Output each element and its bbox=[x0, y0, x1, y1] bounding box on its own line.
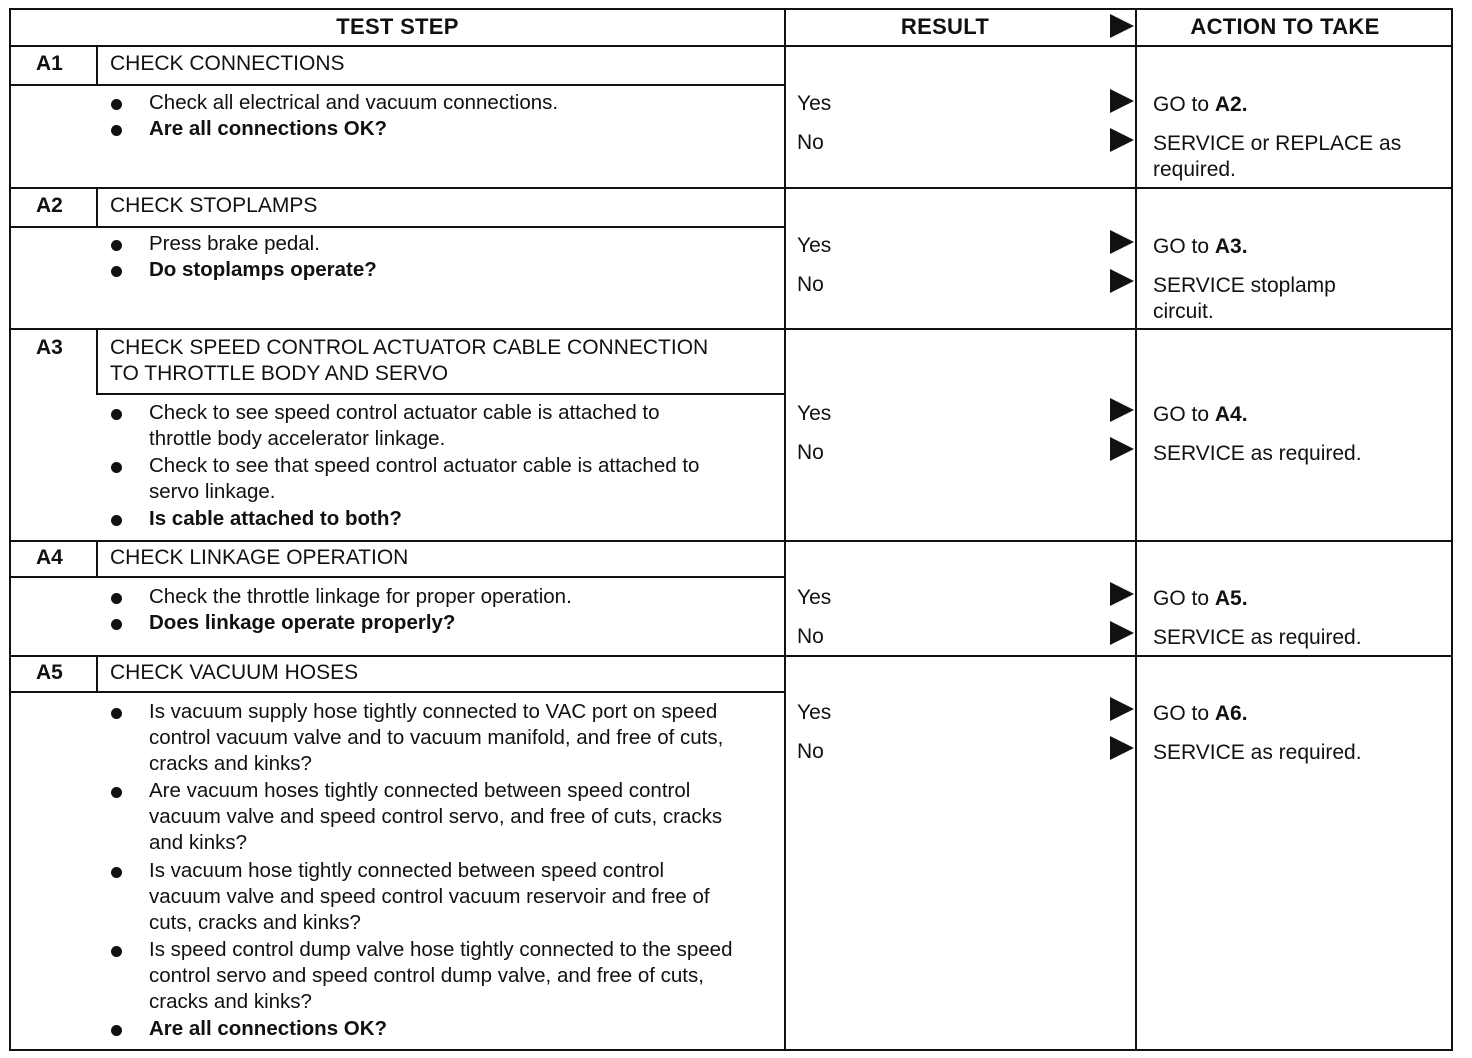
step-separator bbox=[9, 655, 1453, 657]
bullet-icon bbox=[111, 99, 122, 110]
action-no: SERVICE or REPLACE as required. bbox=[1153, 132, 1402, 181]
header-result: RESULT bbox=[900, 14, 990, 39]
step-id: A3 bbox=[36, 336, 63, 359]
column-divider bbox=[1135, 8, 1137, 1051]
action-yes bbox=[1153, 402, 1445, 428]
action-yes bbox=[1153, 701, 1445, 727]
step-title: CHECK LINKAGE OPERATION bbox=[110, 546, 409, 569]
bullet-icon bbox=[111, 462, 122, 473]
bullet-icon bbox=[111, 593, 122, 604]
step-id: A4 bbox=[36, 546, 63, 569]
header-action: ACTION TO TAKE bbox=[1190, 14, 1380, 39]
step-separator bbox=[9, 540, 1453, 542]
result-yes: Yes bbox=[797, 234, 832, 257]
header-rule bbox=[9, 45, 1453, 47]
bullet-text: Are all connections OK? bbox=[149, 117, 388, 140]
action-target: A2. bbox=[1214, 93, 1248, 116]
step-id: A5 bbox=[36, 661, 63, 684]
bullet-text: Check to see that speed control actuator cable is attached to servo linkage. bbox=[149, 454, 700, 503]
result-no: No bbox=[797, 273, 824, 296]
id-divider bbox=[96, 655, 98, 693]
arrow-icon bbox=[1110, 582, 1134, 606]
bullet-icon bbox=[111, 867, 122, 878]
action-yes bbox=[1153, 234, 1445, 260]
action-no: SERVICE stoplamp circuit. bbox=[1153, 274, 1336, 323]
id-divider bbox=[96, 187, 98, 227]
bullet-icon bbox=[111, 240, 122, 251]
bullet-icon bbox=[111, 619, 122, 630]
step-id: A1 bbox=[36, 52, 63, 75]
result-no: No bbox=[797, 131, 824, 154]
action-prefix: GO to bbox=[1153, 93, 1215, 116]
action-yes bbox=[1153, 92, 1445, 118]
action-prefix: GO to bbox=[1153, 587, 1215, 610]
title-rule bbox=[9, 576, 785, 578]
step-title: CHECK STOPLAMPS bbox=[110, 194, 318, 217]
bullet-text: Check all electrical and vacuum connections. bbox=[149, 91, 559, 114]
arrow-icon bbox=[1110, 398, 1134, 422]
title-rule bbox=[9, 226, 785, 228]
column-divider bbox=[784, 8, 786, 1051]
bullet-text: Are vacuum hoses tightly connected between speed control vacuum valve and speed control servo, and free of cuts, cracks and kinks? bbox=[149, 779, 723, 854]
action-target: A6. bbox=[1214, 702, 1248, 725]
bullet-text: Is speed control dump valve hose tightly connected to the speed control servo and speed control dump valve, and free of cuts, cracks and kinks? bbox=[149, 938, 733, 1013]
title-rule bbox=[9, 84, 785, 86]
bullet-text: Check to see speed control actuator cable is attached to throttle body accelerator linkage. bbox=[149, 401, 660, 450]
arrow-icon bbox=[1110, 437, 1134, 461]
action-prefix: GO to bbox=[1153, 235, 1215, 258]
bullet-text: Does linkage operate properly? bbox=[149, 611, 456, 634]
header-test-step: TEST STEP bbox=[336, 14, 459, 39]
result-no: No bbox=[797, 625, 824, 648]
bullet-icon bbox=[111, 1025, 122, 1036]
arrow-icon bbox=[1110, 269, 1134, 293]
id-divider bbox=[96, 328, 98, 394]
bullet-icon bbox=[111, 409, 122, 420]
result-yes: Yes bbox=[797, 402, 832, 425]
action-target: A4. bbox=[1214, 403, 1248, 426]
step-title: CHECK CONNECTIONS bbox=[110, 52, 345, 75]
bullet-icon bbox=[111, 266, 122, 277]
action-prefix: GO to bbox=[1153, 403, 1215, 426]
title-rule bbox=[96, 393, 785, 395]
arrow-icon bbox=[1110, 128, 1134, 152]
action-prefix: GO to bbox=[1153, 702, 1215, 725]
result-no: No bbox=[797, 740, 824, 763]
result-yes: Yes bbox=[797, 92, 832, 115]
action-target: A5. bbox=[1214, 587, 1248, 610]
bullet-text: Is vacuum hose tightly connected between speed control vacuum valve and speed control vacuum reservoir and free of cuts, cracks and kinks? bbox=[149, 859, 710, 934]
action-yes bbox=[1153, 586, 1445, 612]
header-arrow-icon bbox=[1110, 14, 1134, 38]
arrow-icon bbox=[1110, 736, 1134, 760]
result-no: No bbox=[797, 441, 824, 464]
arrow-icon bbox=[1110, 697, 1134, 721]
step-title: CHECK SPEED CONTROL ACTUATOR CABLE CONNECTION TO THROTTLE BODY AND SERVO bbox=[110, 336, 709, 385]
bullet-text: Is vacuum supply hose tightly connected to VAC port on speed control vacuum valve and to vacuum manifold, and free of cuts, cracks and kinks? bbox=[149, 700, 724, 775]
bullet-icon bbox=[111, 515, 122, 526]
id-divider bbox=[96, 45, 98, 85]
arrow-icon bbox=[1110, 230, 1134, 254]
bullet-icon bbox=[111, 946, 122, 957]
bullet-text: Check the throttle linkage for proper operation. bbox=[149, 585, 572, 608]
result-yes: Yes bbox=[797, 701, 832, 724]
arrow-icon bbox=[1110, 89, 1134, 113]
step-title: CHECK VACUUM HOSES bbox=[110, 661, 359, 684]
result-yes: Yes bbox=[797, 586, 832, 609]
step-separator bbox=[9, 187, 1453, 189]
bullet-text: Are all connections OK? bbox=[149, 1017, 388, 1040]
action-no: SERVICE as required. bbox=[1153, 442, 1362, 465]
bullet-icon bbox=[111, 125, 122, 136]
bullet-text: Press brake pedal. bbox=[149, 232, 320, 255]
bullet-icon bbox=[111, 787, 122, 798]
arrow-icon bbox=[1110, 621, 1134, 645]
bullet-text: Is cable attached to both? bbox=[149, 507, 402, 530]
action-no: SERVICE as required. bbox=[1153, 741, 1362, 764]
step-separator bbox=[9, 328, 1453, 330]
title-rule bbox=[9, 691, 785, 693]
bullet-text: Do stoplamps operate? bbox=[149, 258, 377, 281]
bullet-icon bbox=[111, 708, 122, 719]
step-id: A2 bbox=[36, 194, 63, 217]
action-target: A3. bbox=[1214, 235, 1248, 258]
id-divider bbox=[96, 540, 98, 578]
action-no: SERVICE as required. bbox=[1153, 626, 1362, 649]
